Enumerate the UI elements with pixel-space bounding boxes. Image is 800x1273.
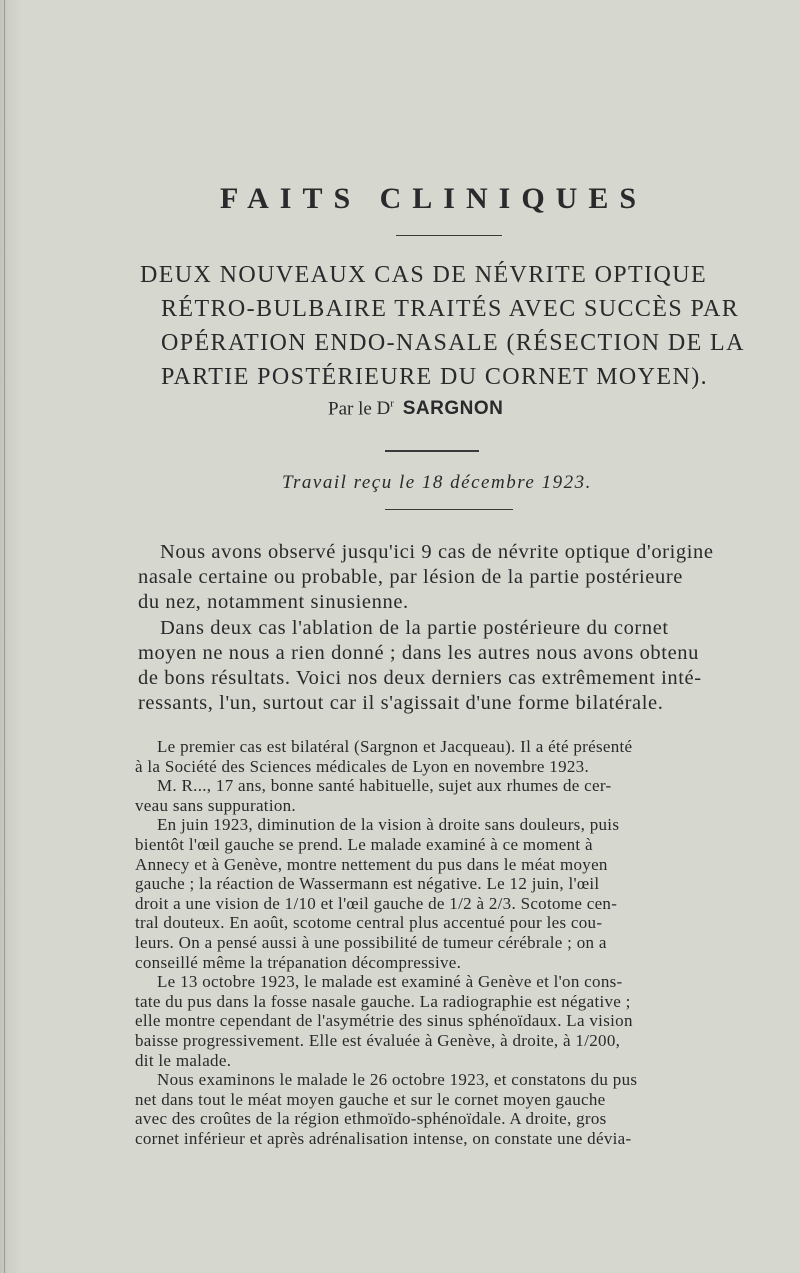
text-line: conseillé même la trépanation décompressive.	[135, 952, 462, 972]
byline-divider	[385, 450, 479, 452]
byline	[328, 398, 503, 420]
case-text	[135, 737, 760, 1148]
text-line: M. R..., 17 ans, bonne santé habituelle, sujet aux rhumes de cer-	[157, 776, 612, 796]
text-line: du nez, notamment sinusienne.	[138, 591, 409, 614]
section-title: FAITS CLINIQUES	[220, 182, 648, 215]
text-line: bientôt l'œil gauche se prend. Le malade examiné à ce moment à	[135, 834, 593, 854]
text-line: gauche ; la réaction de Wassermann est négative. Le 12 juin, l'œil	[135, 874, 600, 894]
text-line: tate du pus dans la fosse nasale gauche. La radiographie est négative ;	[135, 991, 631, 1011]
text-line: tral douteux. En août, scotome central plus accentué pour les cou-	[135, 913, 603, 933]
article-title-line: OPÉRATION ENDO-NASALE (RÉSECTION DE LA	[161, 330, 745, 356]
text-line: ressants, l'un, surtout car il s'agissait d'une forme bilatérale.	[138, 692, 664, 715]
text-line: baisse progressivement. Elle est évaluée à Genève, à droite, à 1/200,	[135, 1030, 621, 1050]
byline-prefix: Par le	[328, 398, 372, 420]
text-line: cornet inférieur et après adrénalisation intense, on constate une dévia-	[135, 1128, 632, 1148]
text-line: net dans tout le méat moyen gauche et sur le cornet moyen gauche	[135, 1089, 606, 1109]
text-line: moyen ne nous a rien donné ; dans les autres nous avons obtenu	[138, 641, 699, 664]
received-divider	[385, 509, 513, 510]
text-line: leurs. On a pensé aussi à une possibilité de tumeur cérébrale ; on a	[135, 932, 607, 952]
text-line: Annecy et à Genève, montre nettement du pus dans le méat moyen	[135, 854, 608, 874]
text-line: Le 13 octobre 1923, le malade est examiné à Genève et l'on cons-	[157, 972, 623, 992]
text-line: Dans deux cas l'ablation de la partie postérieure du cornet	[160, 616, 669, 639]
text-line: Nous avons observé jusqu'ici 9 cas de névrite optique d'origine	[160, 541, 714, 563]
intro-text	[138, 540, 760, 716]
article-title-line: DEUX NOUVEAUX CAS DE NÉVRITE OPTIQUE	[140, 262, 708, 288]
text-line: dit le malade.	[135, 1050, 232, 1070]
article-title-line: PARTIE POSTÉRIEURE DU CORNET MOYEN).	[161, 364, 708, 390]
text-line: à la Société des Sciences médicales de Lyon en novembre 1923.	[135, 756, 590, 776]
text-line: En juin 1923, diminution de la vision à droite sans douleurs, puis	[157, 815, 620, 835]
text-line: veau sans suppuration.	[135, 795, 296, 815]
text-line: nasale certaine ou probable, par lésion de la partie postérieure	[138, 566, 683, 589]
text-line: Nous examinons le malade le 26 octobre 1923, et constatons du pus	[157, 1070, 638, 1090]
text-line: elle montre cependant de l'asymétrie des sinus sphénoïdaux. La vision	[135, 1011, 633, 1031]
text-line: avec des croûtes de la région ethmoïdo-sphénoïdale. A droite, gros	[135, 1109, 607, 1129]
text-line: Le premier cas est bilatéral (Sargnon et Jacqueau). Il a été présenté	[157, 737, 633, 756]
article-title-line: RÉTRO-BULBAIRE TRAITÉS AVEC SUCCÈS PAR	[161, 296, 740, 322]
binding-line	[4, 0, 5, 1273]
received-date: Travail reçu le 18 décembre 1923.	[282, 472, 592, 493]
doctor-title: $D^r$	[376, 398, 394, 420]
article-title	[140, 258, 770, 394]
author-name: SARGNON	[402, 398, 504, 420]
text-line: de bons résultats. Voici nos deux derniers cas extrêmement inté-	[138, 667, 702, 690]
title-divider	[396, 235, 502, 236]
text-line: droit a une vision de 1/10 et l'œil gauche de 1/2 à 2/3. Scotome cen-	[135, 893, 618, 913]
